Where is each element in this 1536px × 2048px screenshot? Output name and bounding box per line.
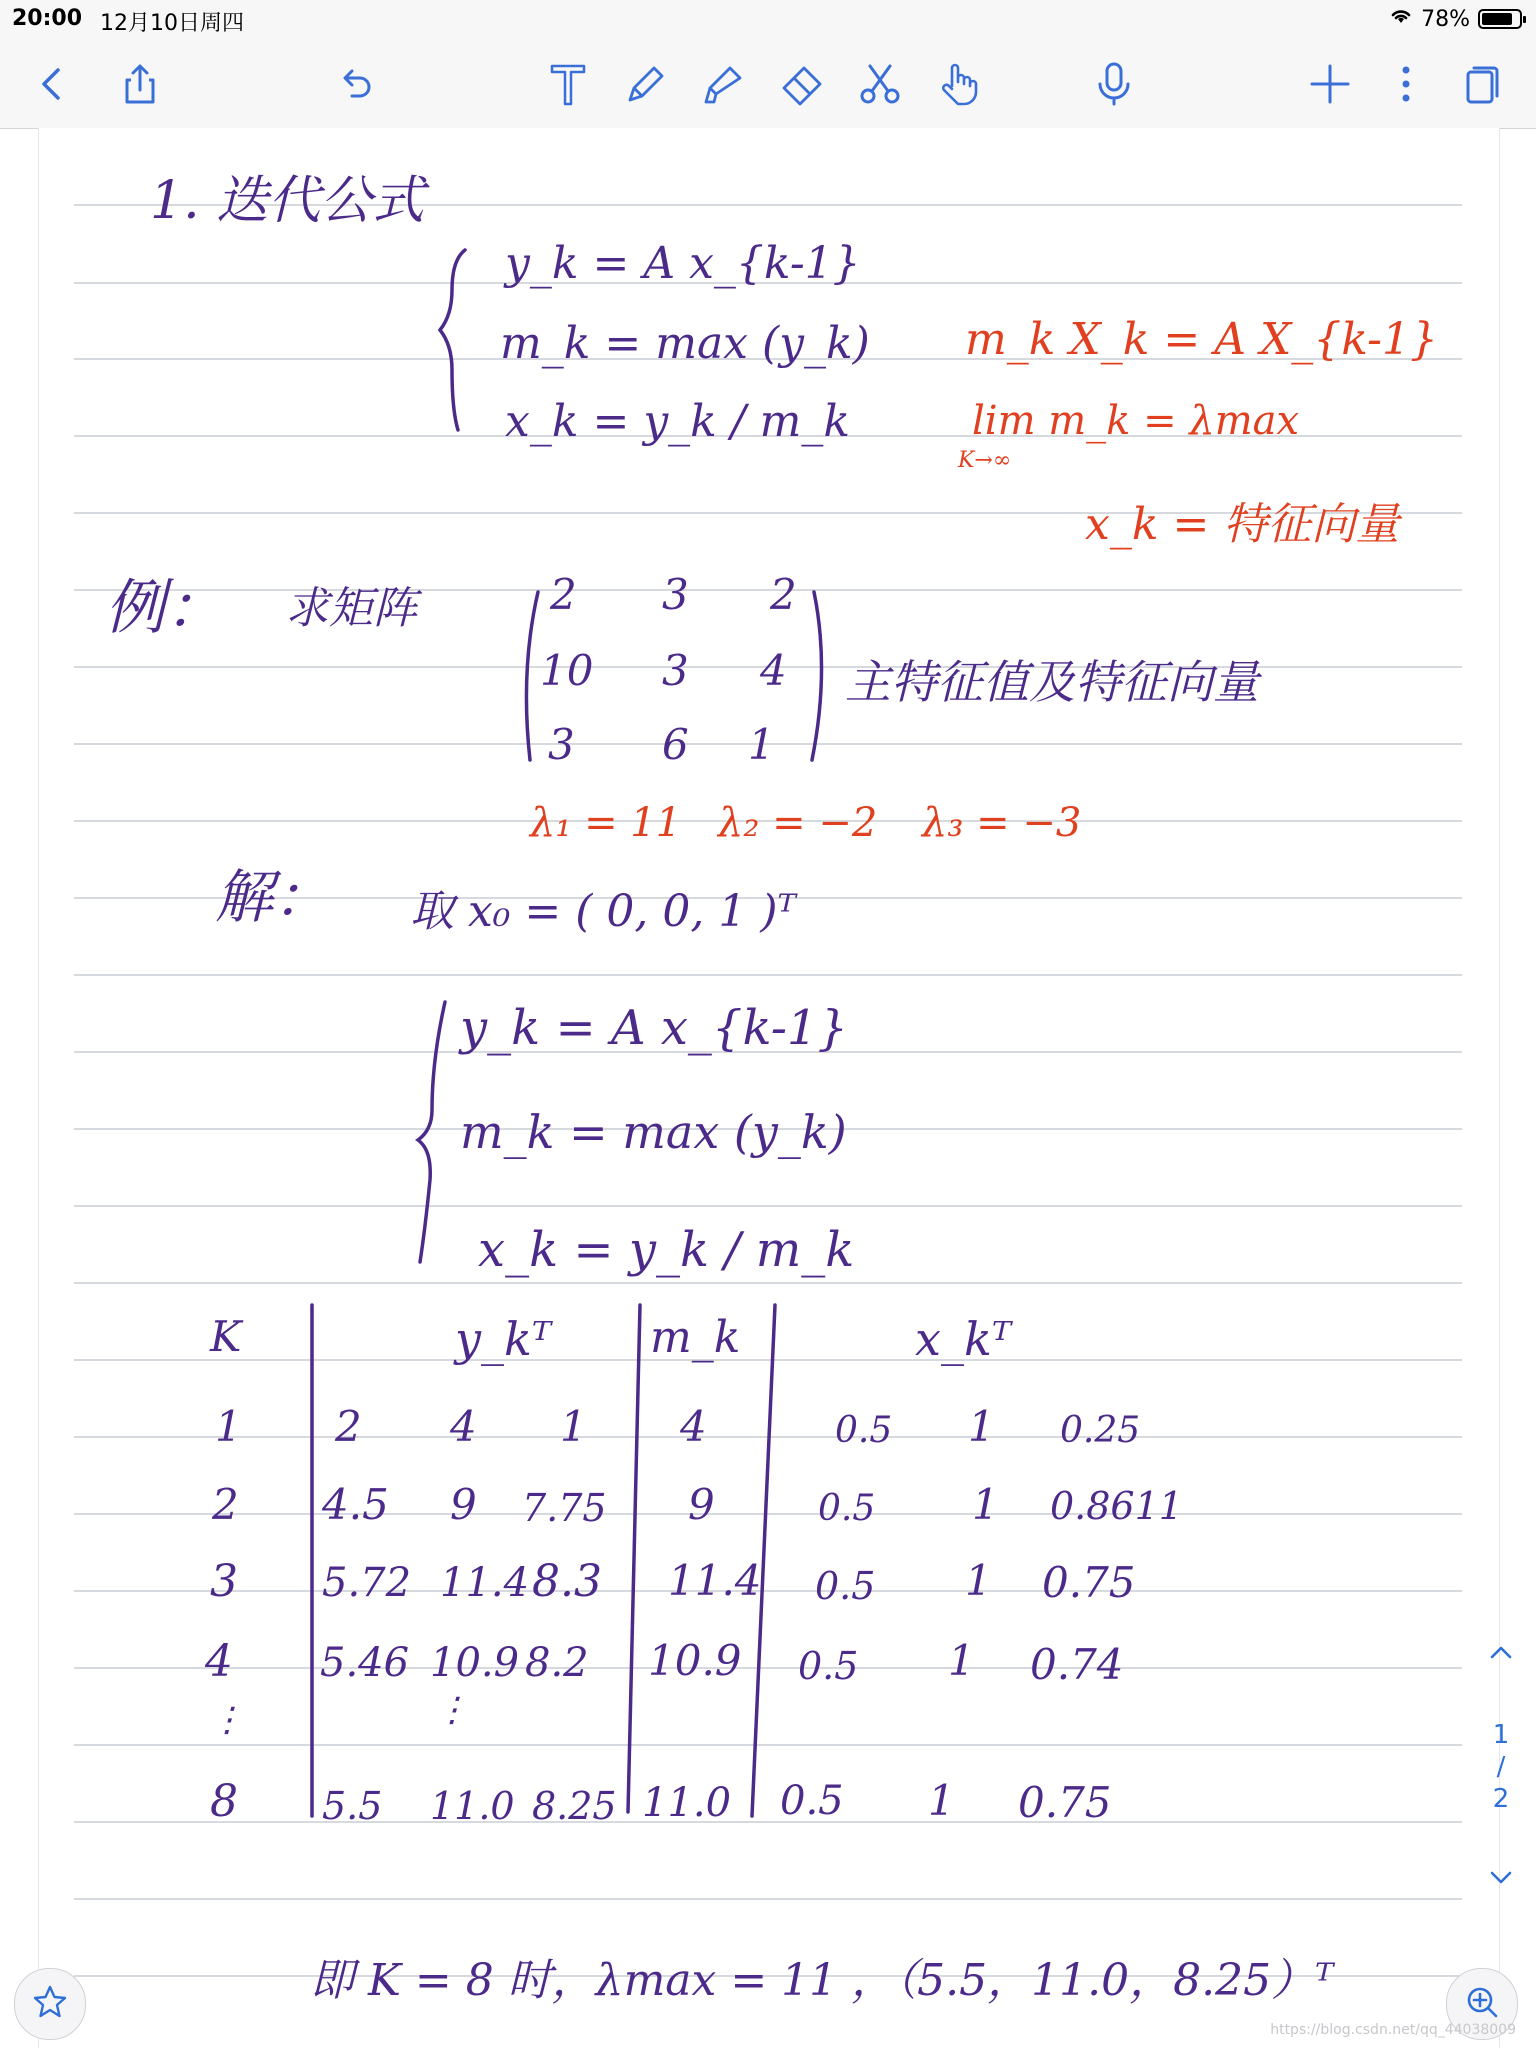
table-header-k: K [210, 1312, 242, 1361]
conclusion-line: 即 K = 8 时，λmax = 11 ，（5.5，11.0，8.25）ᵀ [310, 1955, 1334, 2006]
iteration-line-1: y_k = A x_{k-1} [460, 1000, 849, 1056]
table-row-4-x1: 0.5 [798, 1644, 859, 1688]
table-row-2-m: 9 [688, 1480, 715, 1529]
favorite-star-button[interactable] [14, 1968, 86, 2040]
battery-percent: 78% [1421, 6, 1470, 32]
table-row-3-y3: 8.3 [532, 1556, 602, 1607]
table-row-8-k: 8 [210, 1776, 238, 1827]
side-note-1: m_k X_k = A X_{k-1} [965, 314, 1439, 365]
table-row-4-k: 4 [205, 1636, 233, 1687]
table-row-1-x1: 0.5 [835, 1410, 893, 1451]
matrix-cell-0-2: 2 [770, 570, 797, 619]
page-separator: / [1496, 1752, 1506, 1782]
matrix-cell-0-1: 3 [662, 570, 689, 619]
table-row-2-y2: 9 [450, 1480, 477, 1529]
table-row-4-y1: 5.46 [320, 1640, 410, 1686]
table-row-8-m: 11.0 [642, 1780, 732, 1826]
zoom-in-icon [1463, 1983, 1501, 2025]
table-row-3-k: 3 [210, 1556, 238, 1607]
table-row-4-x2: 1 [948, 1636, 975, 1685]
table-row-8-x3: 0.75 [1018, 1778, 1112, 1827]
formula-line-1: y_k = A x_{k-1} [505, 238, 861, 289]
matrix-cell-1-1: 3 [662, 646, 689, 695]
matrix-cell-2-2: 1 [748, 720, 775, 769]
initial-vector: 取 x₀ = ( 0, 0, 1 )ᵀ [410, 886, 796, 937]
status-time: 20:00 [12, 6, 83, 31]
table-row-1-k: 1 [215, 1402, 242, 1451]
matrix-cell-1-2: 4 [760, 646, 787, 695]
table-header-x: x_kᵀ [915, 1312, 1012, 1366]
solution-label: 解： [215, 863, 332, 931]
table-row-2-x1: 0.5 [818, 1488, 876, 1529]
side-note-limit: K→∞ [958, 448, 1012, 473]
formula-line-2: m_k = max (y_k) [500, 318, 870, 369]
table-row-1-y2: 4 [450, 1402, 477, 1451]
table-row-3-m: 11.4 [668, 1556, 762, 1605]
matrix-left-paren [526, 592, 538, 760]
eigenvalue-1: λ₁ = 11 [530, 800, 682, 846]
table-row-3-x1: 0.5 [815, 1564, 876, 1608]
table-row-4-y3: 8.2 [525, 1640, 589, 1686]
eigenvalue-3: λ₃ = −3 [922, 800, 1082, 846]
example-suffix: 主特征值及特征向量 [845, 655, 1259, 709]
side-note-3: x_k = 特征向量 [1085, 499, 1400, 550]
table-ellipsis-y: ⋮ [435, 1690, 469, 1730]
page-current: 1 [1492, 1720, 1510, 1750]
table-row-4-x3: 0.74 [1030, 1640, 1124, 1689]
table-row-1-x2: 1 [968, 1402, 995, 1451]
page-up-icon[interactable] [1488, 1640, 1514, 1666]
table-row-2-x3: 0.8611 [1050, 1484, 1183, 1528]
iteration-line-3: x_k = y_k / m_k [478, 1222, 855, 1278]
table-row-8-y2: 11.0 [430, 1784, 515, 1828]
table-row-1-x3: 0.25 [1060, 1410, 1141, 1451]
table-row-1-y3: 1 [560, 1402, 587, 1451]
formula-brace [440, 250, 465, 430]
example-label: 例： [105, 573, 225, 643]
matrix-cell-2-1: 6 [662, 720, 689, 769]
table-divider-2 [628, 1305, 640, 1812]
watermark: https://blog.csdn.net/qq_44038009 [1270, 2022, 1516, 2038]
table-row-3-y2: 11.4 [440, 1560, 530, 1606]
table-ellipsis-k: ⋮ [210, 1700, 244, 1740]
table-header-m: m_k [650, 1312, 741, 1363]
page-down-icon[interactable] [1488, 1864, 1514, 1890]
table-row-8-y3: 8.25 [532, 1784, 617, 1828]
status-date: 12月10日周四 [100, 11, 244, 36]
page-navigator [1476, 1640, 1526, 1896]
side-note-2: lim m_k = λmax [972, 398, 1300, 444]
table-row-2-x2: 1 [972, 1480, 999, 1529]
matrix-cell-2-0: 3 [548, 720, 575, 769]
table-row-3-x2: 1 [965, 1556, 992, 1605]
table-row-1-m: 4 [680, 1402, 707, 1451]
table-row-8-y1: 5.5 [322, 1784, 383, 1828]
table-row-4-m: 10.9 [648, 1636, 742, 1685]
eigenvalue-2: λ₂ = −2 [718, 800, 878, 846]
table-header-y: y_kᵀ [455, 1312, 552, 1366]
table-row-3-y1: 5.72 [322, 1560, 412, 1606]
table-row-1-y1: 2 [335, 1402, 362, 1451]
table-row-2-y3: 7.75 [522, 1486, 607, 1530]
matrix-cell-1-0: 10 [540, 646, 594, 695]
example-prefix: 求矩阵 [285, 583, 417, 634]
page-total: 2 [1492, 1784, 1510, 1814]
table-row-8-x1: 0.5 [780, 1778, 844, 1824]
matrix-cell-0-0: 2 [550, 570, 577, 619]
star-icon [31, 1983, 69, 2025]
section-heading: 1. 迭代公式 [150, 171, 425, 231]
iteration-line-2: m_k = max (y_k) [460, 1105, 847, 1159]
table-row-4-y2: 10.9 [430, 1640, 520, 1686]
table-row-3-x3: 0.75 [1042, 1558, 1136, 1607]
table-row-2-y1: 4.5 [322, 1480, 389, 1529]
table-row-2-k: 2 [212, 1480, 239, 1529]
iteration-brace [418, 1002, 445, 1262]
formula-line-3: x_k = y_k / m_k [505, 396, 851, 447]
table-row-8-x2: 1 [928, 1776, 955, 1825]
matrix-right-paren [812, 592, 822, 760]
